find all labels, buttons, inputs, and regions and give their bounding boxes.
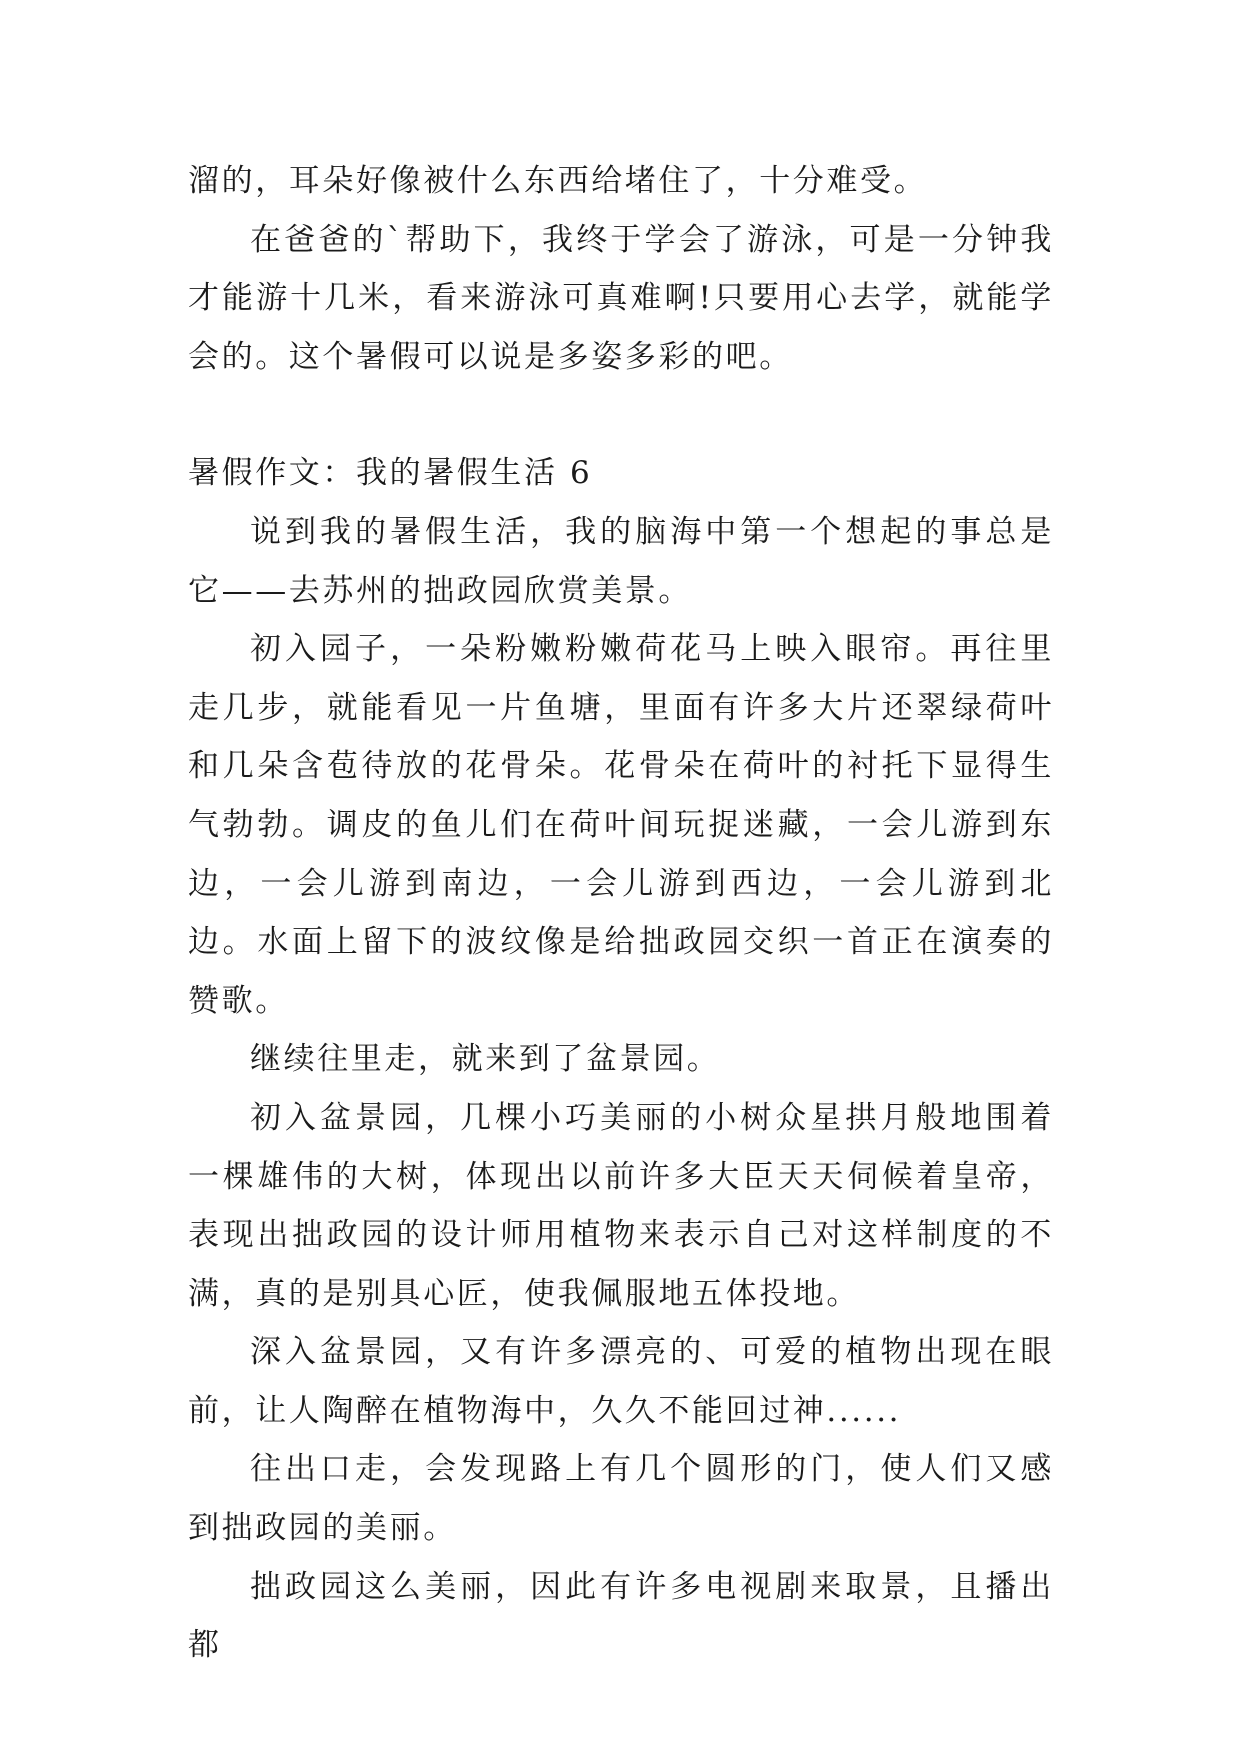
- paragraph-bonsai-trees: 初入盆景园，几棵小巧美丽的小树众星拱月般地围着一棵雄伟的大树，体现出以前许多大臣天天伺候着皇帝，表现出拙政园的设计师用植物来表示自己对这样制度的不满，真的是别具心匠，使我佩服地五体投地。: [188, 1099, 1054, 1312]
- paragraph-lotus-pond: 初入园子，一朵粉嫩粉嫩荷花马上映入眼帘。再往里走几步，就能看见一片鱼塘，里面有许多大片还翠绿荷叶和几朵含苞待放的花骨朵。花骨朵在荷叶的衬托下显得生气勃勃。调皮的鱼儿们在荷叶间玩捉迷藏，一会儿游到东边，一会儿游到南边，一会儿游到西边，一会儿游到北边。水面上留下的波纹像是给拙政园交织一首正在演奏的赞歌。: [188, 631, 1054, 1019]
- paragraph-tv-filming: 拙政园这么美丽，因此有许多电视剧来取景，且播出都: [188, 1568, 1054, 1664]
- paragraph-swimming: 在爸爸的`帮助下，我终于学会了游泳，可是一分钟我才能游十几米，看来游泳可真难啊!只要用心去学，就能学会的。这个暑假可以说是多姿多彩的吧。: [188, 221, 1054, 375]
- paragraph-exit: 往出口走，会发现路上有几个圆形的门，使人们又感到拙政园的美丽。: [188, 1451, 1054, 1547]
- paragraph-plants: 深入盆景园，又有许多漂亮的、可爱的植物出现在眼前，让人陶醉在植物海中，久久不能回过神......: [188, 1334, 1054, 1429]
- paragraph-intro: 说到我的暑假生活，我的脑海中第一个想起的事总是它——去苏州的拙政园欣赏美景。: [188, 513, 1054, 609]
- paragraph-continued: 溜的，耳朵好像被什么东西给堵住了，十分难受。: [188, 163, 928, 199]
- essay-heading: 暑假作文：我的暑假生活 6: [188, 455, 593, 492]
- paragraph-bonsai-garden: 继续往里走，就来到了盆景园。: [250, 1041, 721, 1078]
- document-body: [188, 152, 1054, 1675]
